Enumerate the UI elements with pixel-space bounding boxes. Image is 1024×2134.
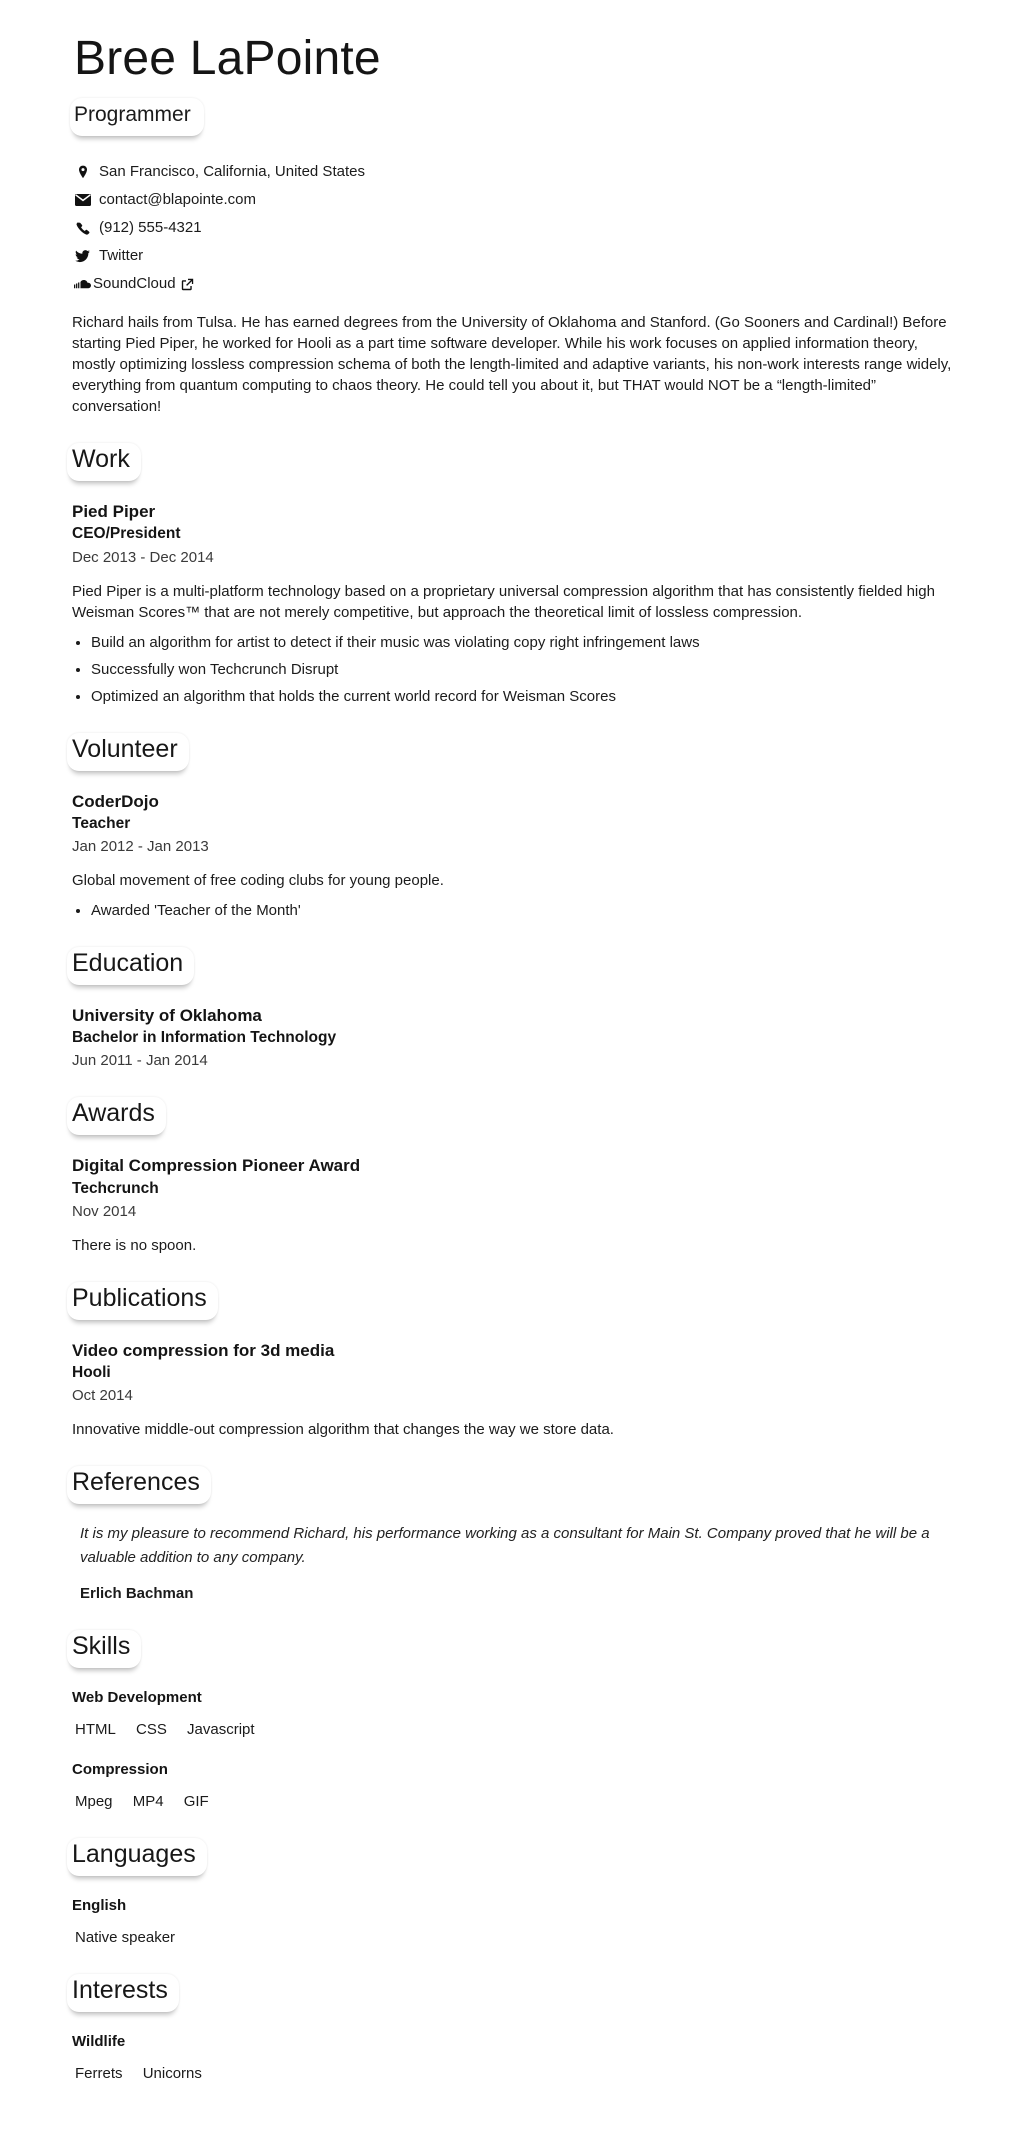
education-institution: University of Oklahoma [72,1005,262,1025]
volunteer-dates: Jan 2012 - Jan 2013 [72,837,209,855]
section-heading-volunteer: Volunteer [67,733,189,771]
education-entry [72,1005,952,1071]
skill-keyword: Javascript [187,1721,255,1739]
language-name: English [72,1897,127,1915]
work-highlights [72,632,952,707]
section-work [72,443,952,706]
skill-group-name: Compression [72,1761,168,1779]
phone-icon [74,220,91,236]
interest-entry [72,2031,952,2084]
publication-entry [72,1340,952,1440]
work-highlight: • Build an algorithm for artist to detect if their music was violating copy right infringement laws [91,632,952,653]
skill-group-name: Web Development [72,1689,202,1707]
section-heading-languages: Languages [67,1838,207,1876]
resume-header [72,32,952,294]
contact-soundcloud-link[interactable] [93,274,176,294]
section-heading-publications: Publications [67,1282,218,1320]
work-dates: Dec 2013 - Dec 2014 [72,548,214,566]
interest-name: Wildlife [72,2033,126,2051]
work-highlight: • Successfully won Techcrunch Disrupt [91,659,952,680]
contact-phone [74,218,952,238]
section-heading-work: Work [67,443,141,481]
work-entry [72,501,952,706]
section-education [72,947,952,1071]
person-name: Bree LaPointe [74,32,381,85]
work-position: CEO/President [72,525,181,543]
section-heading-education: Education [67,947,194,985]
about-summary: Richard hails from Tulsa. He has earned degrees from the University of Oklahoma and Stanford. (Go Sooners and Cardinal!) Before starting Pied Piper, he worked for Hooli as a part time software developer. While his work focuses on applied information theory, mostly optimizing lossless compression schema of both the length-limited and adaptive variants, his non-work interests range widely, everything from quantum computing to chaos theory. He could tell you about it, but THAT would NOT be a “length-limited” conversation! [72,314,952,416]
location-pin-icon [74,164,91,180]
section-skills [72,1630,952,1812]
publication-name: Video compression for 3d media [72,1340,335,1360]
contact-phone-text: (912) 555-4321 [99,219,202,237]
work-highlight: • Optimized an algorithm that holds the current world record for Weisman Scores [91,686,952,707]
publication-date: Oct 2014 [72,1387,133,1405]
envelope-icon [74,192,91,208]
language-entry [72,1895,952,1948]
twitter-icon [74,248,91,264]
volunteer-position: Teacher [72,814,131,832]
section-heading-awards: Awards [67,1097,166,1135]
award-summary: There is no spoon. [72,1236,197,1254]
skill-keyword: GIF [183,1793,209,1811]
skill-group [72,1687,952,1740]
work-company: Pied Piper [72,502,156,522]
interest-keyword: Unicorns [142,2065,202,2083]
volunteer-entry [72,791,952,921]
contact-twitter [74,246,952,266]
person-label: Programmer [70,98,204,136]
education-degree: Bachelor in Information Technology [72,1029,337,1047]
section-heading-references: References [67,1466,211,1504]
skill-group [72,1759,952,1812]
work-summary: Pied Piper is a multi-platform technology based on a proprietary universal compression algorithm that has consistently fielded high Weisman Scores™ that are not merely competitive, but approach the theoretical limit of lossless compression. [72,582,935,621]
soundcloud-icon [74,276,91,292]
external-link-icon [181,278,194,291]
award-title: Digital Compression Pioneer Award [72,1156,361,1176]
contact-soundcloud [74,274,952,294]
reference-quote: It is my pleasure to recommend Richard, his performance working as a consultant for Main St. Company proved that he will be a valuable addition to any company. [80,1525,930,1567]
skill-keyword: CSS [136,1721,167,1739]
skill-keywords [72,1719,952,1740]
contact-soundcloud-text: SoundCloud [93,275,176,293]
contact-email-link[interactable]: contact@blapointe.com [99,191,256,209]
section-volunteer [72,733,952,921]
skill-keyword: Mpeg [75,1793,113,1811]
contact-email [74,190,952,210]
contact-twitter-link[interactable]: Twitter [99,247,144,265]
section-references [72,1466,952,1604]
education-dates: Jun 2011 - Jan 2014 [72,1052,208,1070]
award-awarder: Techcrunch [72,1179,159,1197]
volunteer-organization: CoderDojo [72,791,159,811]
volunteer-summary: Global movement of free coding clubs for young people. [72,871,444,889]
section-heading-interests: Interests [67,1974,179,2012]
section-publications [72,1282,952,1440]
interest-keyword: Ferrets [75,2065,123,2083]
section-awards [72,1097,952,1255]
contact-location-text: San Francisco, California, United States [99,163,365,181]
contact-location [74,162,952,182]
publication-summary: Innovative middle-out compression algorithm that changes the way we store data. [72,1421,614,1439]
reference-name: Erlich Bachman [80,1585,194,1603]
skill-keywords [72,1791,952,1812]
section-heading-skills: Skills [67,1630,141,1668]
award-date: Nov 2014 [72,1202,137,1220]
section-languages [72,1838,952,1948]
award-entry [72,1155,952,1255]
contact-list [72,162,952,294]
skill-keyword: MP4 [132,1793,164,1811]
skill-keyword: HTML [75,1721,116,1739]
interest-keywords [72,2063,952,2084]
volunteer-highlights [72,900,952,921]
publication-publisher: Hooli [72,1363,111,1381]
language-fluency: Native speaker [75,1929,176,1947]
section-interests [72,1974,952,2084]
volunteer-highlight: • Awarded 'Teacher of the Month' [91,900,952,921]
